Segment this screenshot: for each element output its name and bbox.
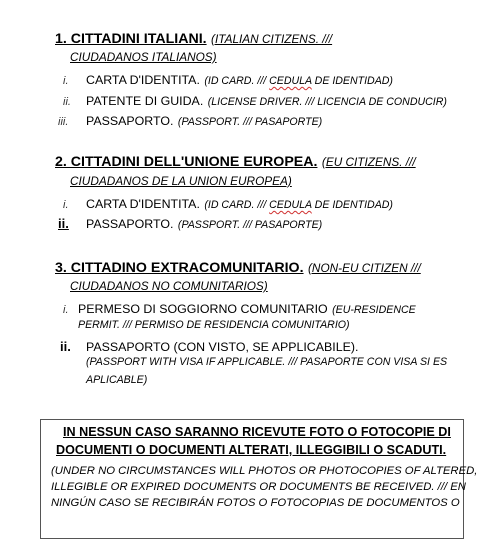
item-label: CARTA D'IDENTITA.: [86, 73, 200, 87]
list-item: [63, 93, 71, 109]
list-item-text: [86, 216, 322, 232]
item-label: PATENTE DI GUIDA.: [86, 94, 204, 108]
item-translation: (EU-RESIDENCE: [332, 304, 416, 316]
notice-box: [40, 419, 478, 539]
item-translation: (ID CARD. /// CEDULA DE IDENTIDAD): [204, 75, 393, 87]
item-translation: (LICENSE DRIVER. /// LICENCIA DE CONDUCIR): [207, 96, 447, 108]
item-label: PASSAPORTO (CON VISTO, SE APPLICABILE).: [86, 340, 359, 354]
item-translation-cont: PERMIT. /// PERMISO DE RESIDENCIA COMUNITARIO): [78, 319, 350, 331]
section2-title-es: CIUDADANOS DE LA UNION EUROPEA): [70, 174, 292, 188]
section1-title-en: (ITALIAN CITIZENS. ///: [211, 32, 333, 46]
section2-heading: [55, 154, 416, 170]
list-item-text: [86, 339, 358, 355]
item-translation: (ID CARD. /// CEDULA DE IDENTIDAD): [204, 199, 393, 211]
item-number: i.: [63, 199, 69, 211]
notice-translation-2: ILLEGIBLE OR EXPIRED DOCUMENTS OR DOCUMENTS BE RECEIVED. /// EN: [51, 481, 466, 493]
section1-heading: [55, 31, 332, 47]
list-item-text: [86, 93, 447, 109]
list-item: [58, 113, 68, 129]
list-item-text: [86, 72, 393, 88]
item-label: PERMESO DI SOGGIORNO COMUNITARIO: [78, 302, 328, 316]
item-number: i.: [63, 304, 69, 316]
item-number: iii.: [58, 116, 69, 128]
item-label: CARTA D'IDENTITA.: [86, 197, 200, 211]
item-translation: (PASSPORT. /// PASAPORTE): [177, 219, 323, 231]
item-translation-cont: APLICABLE): [86, 374, 148, 386]
item-translation: (PASSPORT WITH VISA IF APPLICABLE. /// PASAPORTE CON VISA SI ES: [86, 356, 448, 368]
section2-title-en: (EU CITIZENS. ///: [321, 155, 416, 169]
item-translation: (PASSPORT. /// PASAPORTE): [177, 116, 323, 128]
list-item: [63, 196, 69, 212]
section3-title-en: (NON-EU CITIZEN ///: [308, 261, 421, 275]
list-item: [63, 301, 69, 317]
list-item: [58, 216, 69, 232]
item-number: ii.: [60, 339, 71, 354]
item-label: PASSAPORTO.: [86, 217, 174, 231]
section3-title-es: CIUDADANOS NO COMUNITARIOS): [70, 279, 268, 293]
list-item-text: [86, 113, 322, 129]
section3-title: 3. CITTADINO EXTRACOMUNITARIO.: [55, 260, 304, 276]
item-number: ii.: [58, 216, 69, 231]
item-number: i.: [63, 75, 69, 87]
section1-title-es: CIUDADANOS ITALIANOS): [70, 50, 217, 64]
notice-translation-3: NINGÚN CASO SE RECIBIRÁN FOTOS O FOTOCOPIAS DE DOCUMENTOS O: [51, 497, 460, 509]
list-item-text: [86, 196, 393, 212]
section3-heading: [55, 260, 421, 276]
list-item: [63, 72, 69, 88]
notice-translation-1: (UNDER NO CIRCUMSTANCES WILL PHOTOS OR PHOTOCOPIES OF ALTERED,: [51, 465, 478, 477]
list-item-text: [78, 301, 416, 317]
section1-title: 1. CITTADINI ITALIANI.: [55, 31, 207, 47]
item-number: ii.: [63, 96, 71, 108]
section2-title: 2. CITTADINI DELL'UNIONE EUROPEA.: [55, 154, 318, 170]
notice-line-2: DOCUMENTI O DOCUMENTI ALTERATI, ILLEGGIBILI O SCADUTI.: [56, 443, 447, 457]
item-label: PASSAPORTO.: [86, 114, 174, 128]
notice-line-1: IN NESSUN CASO SARANNO RICEVUTE FOTO O FOTOCOPIE DI: [63, 425, 451, 439]
list-item: [60, 339, 71, 355]
